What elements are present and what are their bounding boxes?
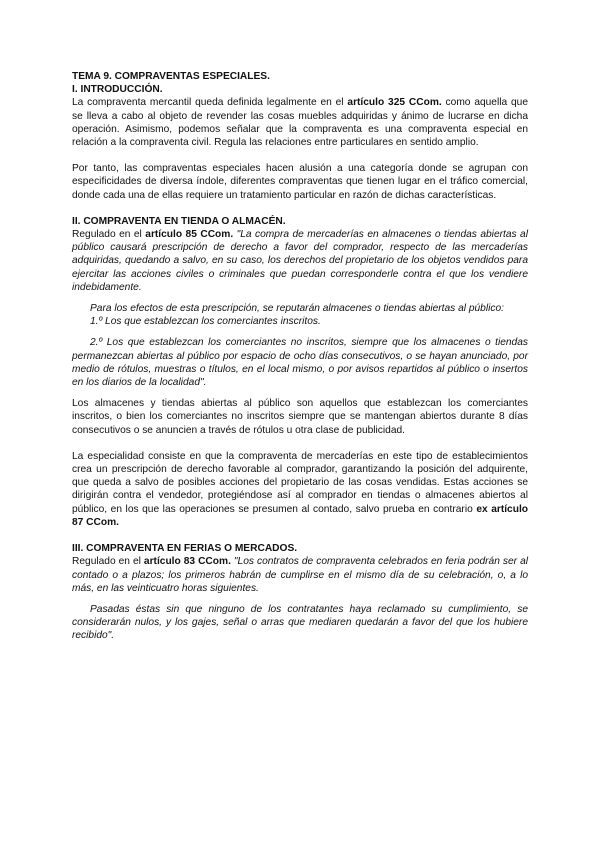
text-run: La compraventa mercantil queda definida legalmente en el	[72, 97, 348, 109]
section-3-paragraph-1	[72, 555, 528, 595]
article-reference: artículo 85 CCom.	[145, 229, 234, 241]
section-2-paragraph-1	[72, 228, 528, 294]
article-reference: ex artículo 87 CCom.	[72, 503, 528, 528]
section-3-heading: III. COMPRAVENTA EN FERIAS O MERCADOS.	[72, 543, 298, 555]
section-2-heading: II. COMPRAVENTA EN TIENDA O ALMACÉN.	[72, 215, 286, 227]
section-2-quote-2: 1.º Los que establezcan los comerciantes inscritos.	[90, 316, 321, 328]
article-reference: artículo 325 CCom.	[347, 97, 442, 109]
legal-quote: "La compra de mercaderías en almacenes o tiendas abiertas al público causará prescripción de derecho a favor del comprador, respecto de las mercaderías adquiridas, quedando a salvo, en su caso, los derechos del propietario de los objetos vendidos para ejercitar las acciones civiles o criminales que puedan corresponderle contra el que los vendiere indebidamente.	[72, 229, 528, 293]
text-run: La especialidad consiste en que la compraventa de mercaderías en este tipo de establecimientos crea un prescripción de derecho favorable al comprador, garantizando la posición del adquirente, que queda a salvo de posibles acciones del propietario de las cosas vendidas. Estas acciones se dirigirán contra el vendedor, protegiéndose así al comprador en tiendas o almacenes abiertos al público, en los que las operaciones se presumen al contado, salvo prueba en contrario	[72, 450, 528, 515]
section-2-quote-3: 2.º Los que establezcan los comerciantes no inscritos, siempre que los almacenes o tiendas permanezcan abiertas al público por espacio de ocho días consecutivos, o se hayan anunciado, por medio de rótulos, muestras o títulos, en el local mismo, o por avisos repartidos al público o insertos en los diarios de la localidad".	[72, 337, 528, 389]
text-run: Regulado en el	[72, 556, 144, 568]
section-3-quote-1: Pasadas éstas sin que ninguno de los contratantes haya reclamado su cumplimiento, se considerarán nulos, y los gajes, señal o arras que mediaren quedarán a favor del que los hubiere recibido".	[72, 603, 528, 642]
section-2-quote-1: Para los efectos de esta prescripción, se reputarán almacenes o tiendas abiertas al público:	[90, 303, 504, 315]
text-run: Regulado en el	[72, 229, 146, 241]
text-run: como aquella que se lleva a cabo al objeto de revender las cosas muebles adquiridas y ánimo de lucrarse en dicha operación. Asimismo, podemos señalar que la compraventa es una compraventa especial en relación a la compraventa civil. Regula las relaciones entre particulares en sentido amplio.	[72, 97, 529, 149]
section-2-paragraph-3	[72, 450, 528, 529]
section-1-paragraph-2: Por tanto, las compraventas especiales hacen alusión a una categoría donde se agrupan con especificidades de diversa índole, diferentes compraventas que tienen lugar en el tráfico comercial, donde cada una de ellas requiere un tratamiento particular en razón de dichas características.	[72, 163, 528, 201]
document-page	[72, 70, 528, 643]
section-2-paragraph-2: Los almacenes y tiendas abiertas al público son aquellos que establezcan los comerciantes inscritos, o bien los comerciantes no inscritos siempre que se mantengan abiertos durante 8 días consecutivos o se anuncien a través de rótulos u otra clase de publicidad.	[72, 398, 528, 436]
article-reference: artículo 83 CCom.	[143, 556, 231, 568]
document-title: TEMA 9. COMPRAVENTAS ESPECIALES.	[72, 71, 270, 82]
section-1-paragraph-1	[72, 96, 528, 149]
legal-quote: "Los contratos de compraventa celebrados en feria podrán ser al contado o a plazos; los primeros habrán de cumplirse en el mismo día de su celebración, o, a lo más, en las veinticuatro horas siguientes.	[72, 556, 528, 594]
section-1-heading: I. INTRODUCCIÓN.	[72, 84, 163, 96]
